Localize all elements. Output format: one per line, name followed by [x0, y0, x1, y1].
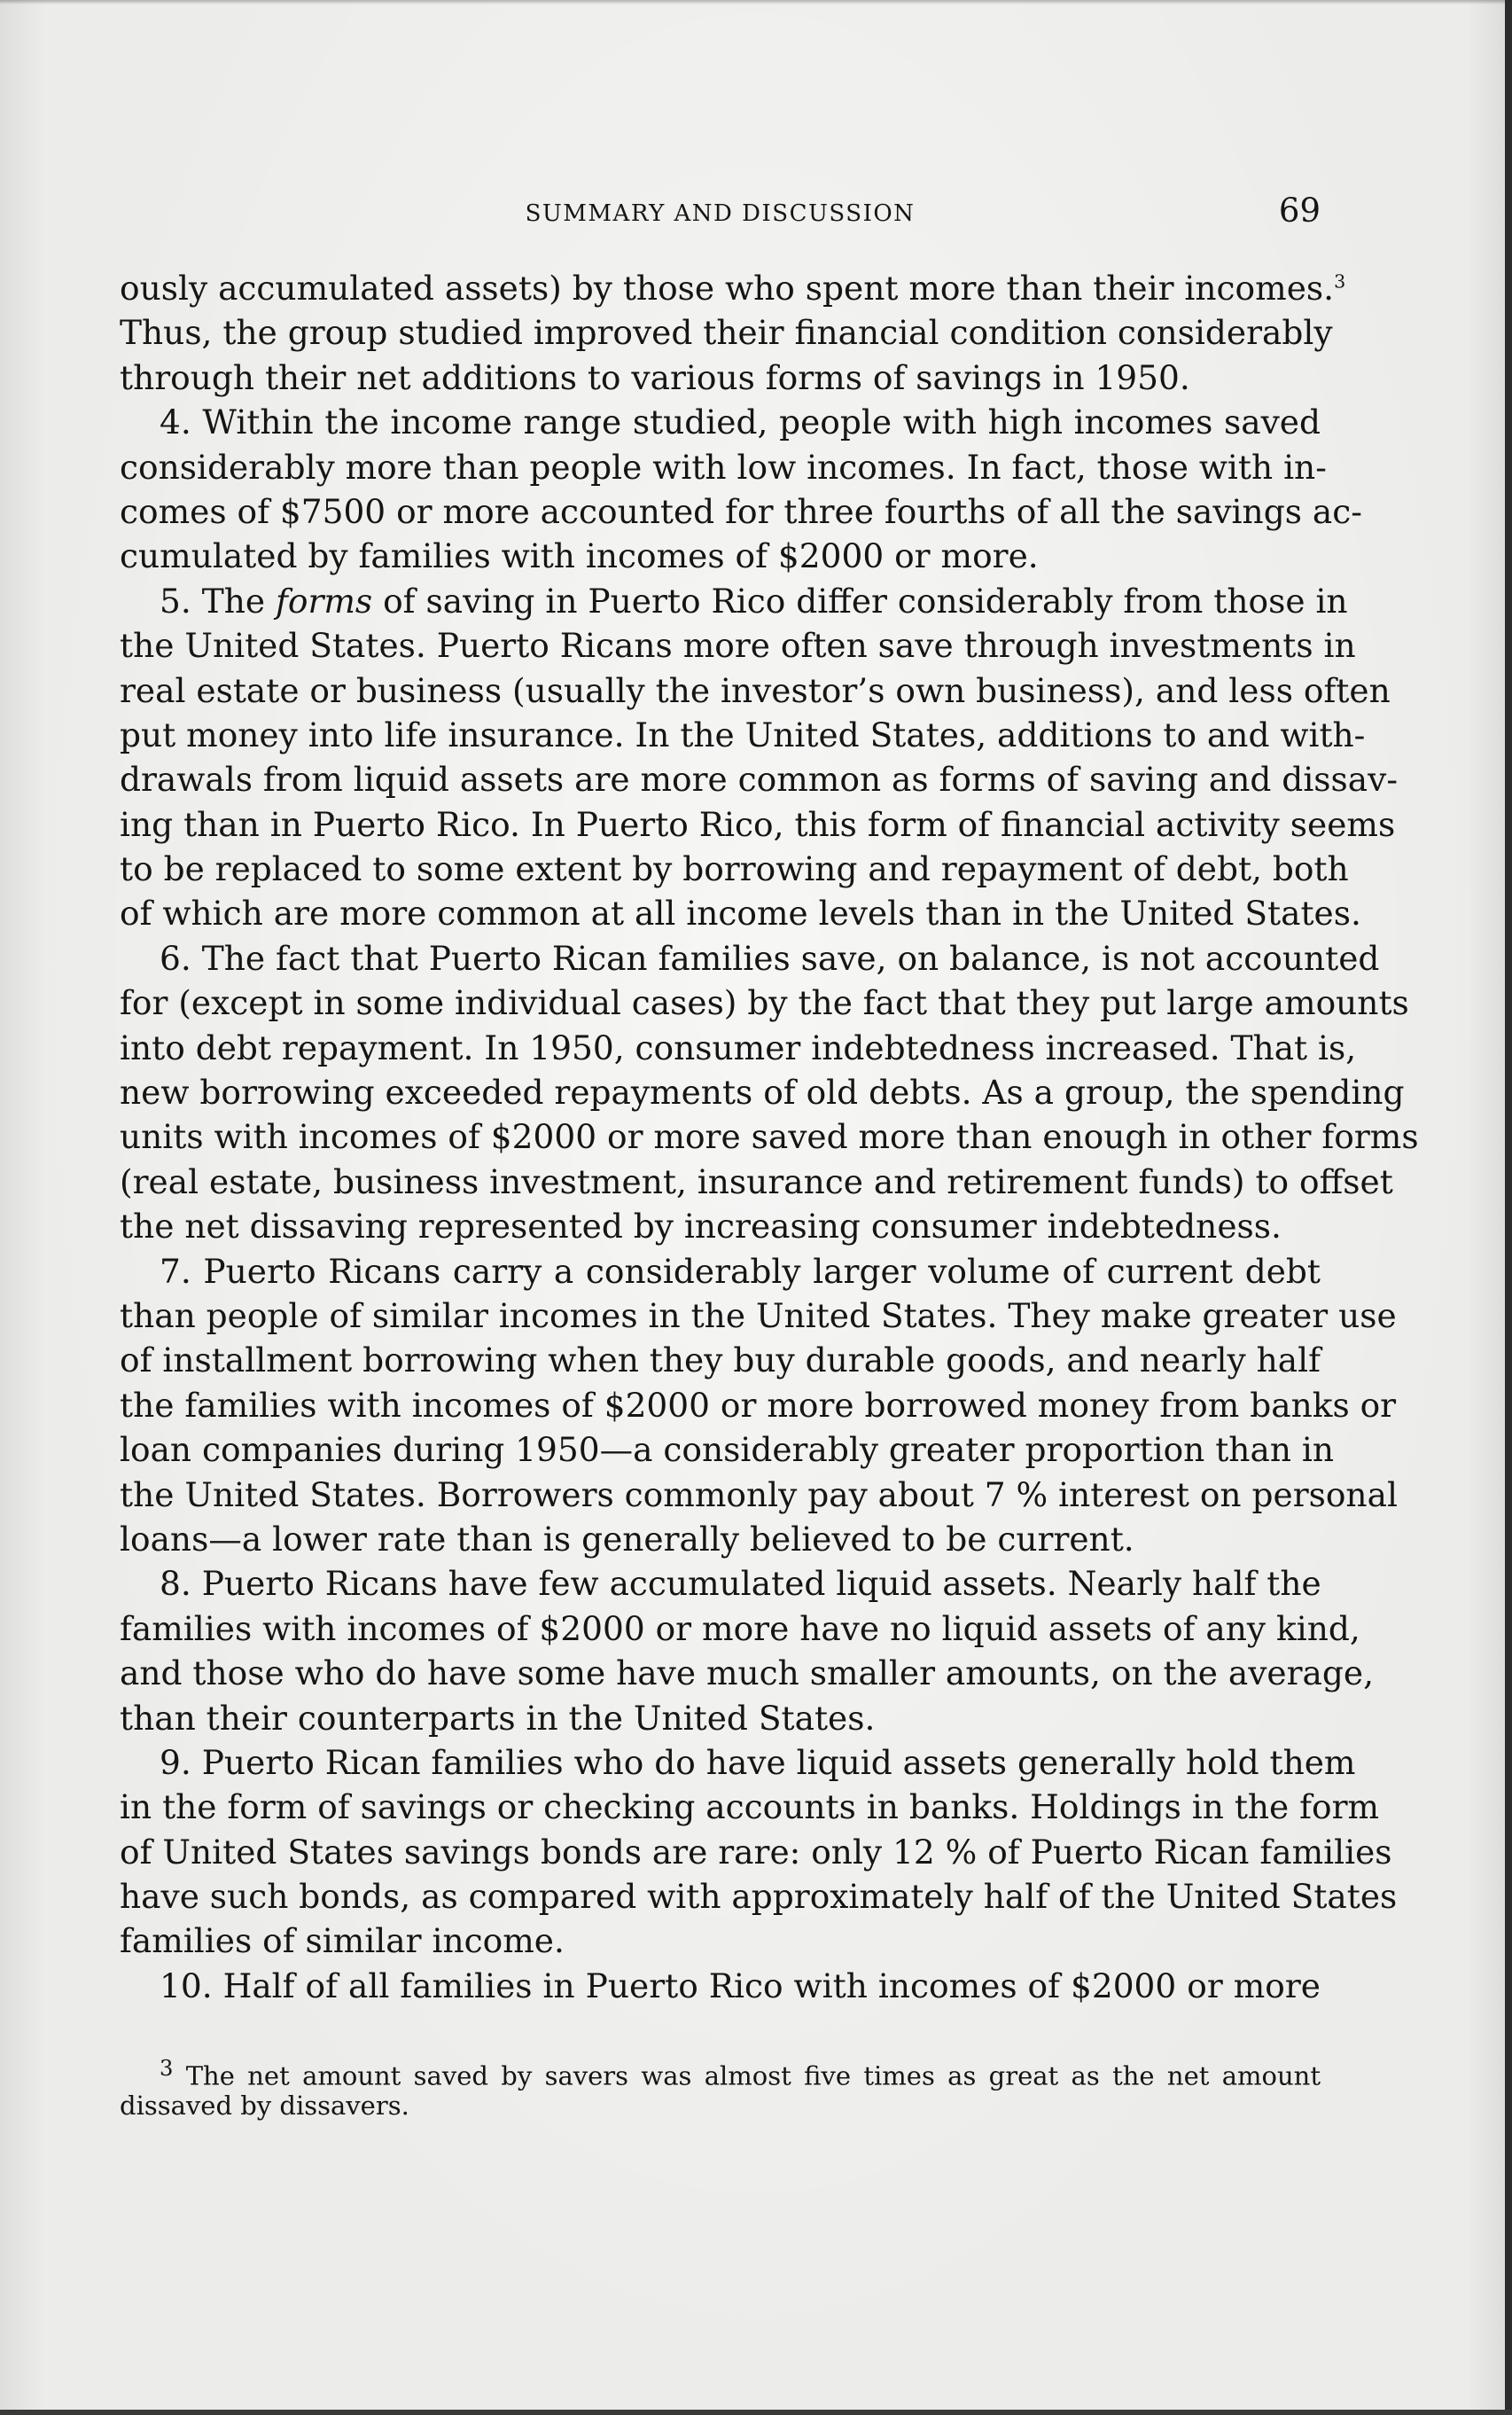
page-number: 69 — [1278, 191, 1321, 230]
scan-edge-top — [0, 0, 1512, 4]
emphasis-forms: forms — [275, 581, 373, 621]
text-line: the net dissaving represented by increasing consumer indebtedness. — [120, 1207, 1282, 1247]
footnote-text: The net amount saved by savers was almost five times as great as the net amount — [185, 2060, 1321, 2091]
footnote-line — [120, 2050, 1321, 2091]
text-line: through their net additions to various forms of savings in 1950. — [120, 357, 1190, 397]
footnotes — [120, 2050, 1321, 2124]
text-line: put money into life insurance. In the United States, additions to and with- — [120, 715, 1366, 754]
footnote-line: dissaved by dissavers. — [120, 2091, 409, 2121]
line-text: 5. The — [160, 581, 266, 621]
text-line: into debt repayment. In 1950, consumer indebtedness increased. That is, — [120, 1028, 1357, 1067]
text-line: the United States. Borrowers commonly pay about 7 % interest on personal — [120, 1474, 1398, 1514]
running-head — [120, 188, 1321, 232]
text-line: to be replaced to some extent by borrowing and repayment of debt, both — [120, 849, 1349, 889]
text-line: of installment borrowing when they buy durable goods, and nearly half — [120, 1340, 1321, 1380]
text-line: real estate or business (usually the investor’s own business), and less often — [120, 670, 1391, 710]
text-line: (real estate, business investment, insurance and retirement funds) to offset — [120, 1161, 1393, 1201]
text-line: comes of $7500 or more accounted for three fourths of all the savings ac- — [120, 491, 1362, 531]
text-line: of which are more common at all income levels than in the United States. — [120, 894, 1361, 934]
text-line: units with incomes of $2000 or more saved more than enough in other forms — [120, 1117, 1419, 1157]
line-text: of saving in Puerto Rico differ considerably from those in — [383, 581, 1348, 621]
text-line — [120, 579, 1348, 623]
text-line: 9. Puerto Rican families who do have liquid assets generally hold them — [160, 1742, 1356, 1782]
text-line: 8. Puerto Ricans have few accumulated liquid assets. Nearly half the — [160, 1564, 1321, 1604]
text-line: the United States. Puerto Ricans more often save through investments in — [120, 626, 1356, 666]
text-line: of United States savings bonds are rare: only 12 % of Puerto Rican families — [120, 1832, 1392, 1872]
text-line: than people of similar incomes in the United States. They make greater use — [120, 1295, 1397, 1335]
text-line: drawals from liquid assets are more common as forms of saving and dissav- — [120, 760, 1399, 800]
text-line — [120, 266, 1346, 310]
text-line: 10. Half of all families in Puerto Rico with incomes of $2000 or more — [160, 1966, 1321, 2005]
text-line: the families with incomes of $2000 or more borrowed money from banks or — [120, 1385, 1397, 1425]
text-line: families of similar income. — [120, 1921, 565, 1961]
text-line: have such bonds, as compared with approximately half of the United States — [120, 1877, 1398, 1917]
running-title: SUMMARY AND DISCUSSION — [525, 200, 916, 227]
text-line: loan companies during 1950—a considerably greater proportion than in — [120, 1430, 1335, 1470]
text-line: 6. The fact that Puerto Rican families save, on balance, is not accounted — [160, 938, 1380, 978]
body-text — [120, 266, 1419, 2008]
text-line: 4. Within the income range studied, people with high incomes saved — [160, 402, 1321, 442]
footnote-ref: 3 — [1334, 270, 1346, 293]
text-line: loans—a lower rate than is generally believed to be current. — [120, 1519, 1134, 1559]
text-line: ing than in Puerto Rico. In Puerto Rico, this form of financial activity seems — [120, 804, 1396, 844]
text-line: 7. Puerto Ricans carry a considerably larger volume of current debt — [160, 1251, 1321, 1291]
scan-edge-right — [1505, 0, 1512, 2415]
text-line: cumulated by families with incomes of $2000 or more. — [120, 536, 1039, 576]
text-line: than their counterparts in the United States. — [120, 1698, 876, 1738]
text-line: in the form of savings or checking accounts in banks. Holdings in the form — [120, 1787, 1380, 1827]
footnote-marker: 3 — [160, 2056, 174, 2081]
scan-edge-bottom — [0, 2410, 1512, 2415]
line-text: ously accumulated assets) by those who spent more than their incomes. — [120, 269, 1335, 308]
text-line: new borrowing exceeded repayments of old debts. As a group, the spending — [120, 1073, 1405, 1113]
text-line: considerably more than people with low incomes. In fact, those with in- — [120, 447, 1327, 487]
text-line: and those who do have some have much smaller amounts, on the average, — [120, 1653, 1374, 1693]
text-line: families with incomes of $2000 or more have no liquid assets of any kind, — [120, 1608, 1360, 1648]
text-line: Thus, the group studied improved their financial condition considerably — [120, 313, 1333, 353]
text-line: for (except in some individual cases) by the fact that they put large amounts — [120, 983, 1409, 1023]
